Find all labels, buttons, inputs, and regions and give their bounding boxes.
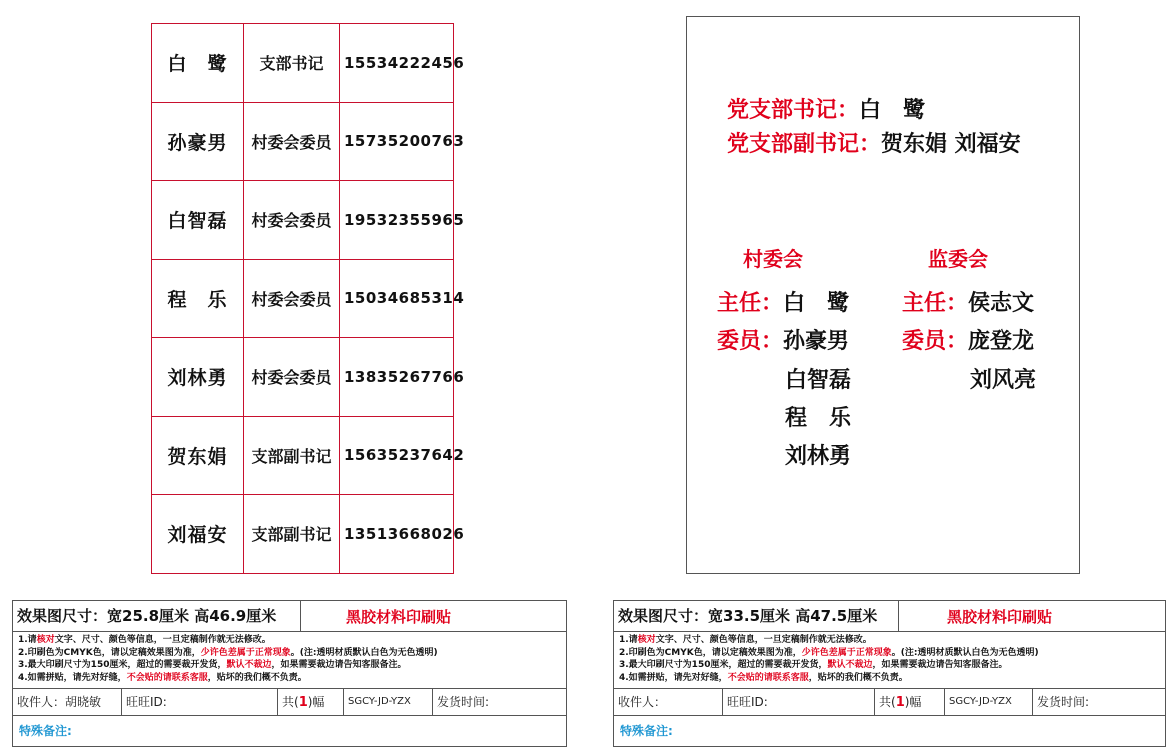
secretary-label: 党支部书记： bbox=[727, 98, 860, 123]
supervision-director-line bbox=[902, 286, 1034, 317]
village-members-line bbox=[717, 324, 849, 355]
size-label: 效果图尺寸：宽25.8厘米 高46.9厘米 bbox=[17, 607, 277, 625]
village-director-label: 主任： bbox=[717, 291, 784, 316]
table-row bbox=[152, 102, 454, 181]
member-name: 白 鹭 bbox=[152, 24, 244, 103]
wangwang-id: 旺旺ID: bbox=[722, 689, 874, 715]
secretary-line bbox=[727, 93, 925, 124]
special-remark: 特殊备注: bbox=[620, 724, 673, 738]
table-row bbox=[152, 495, 454, 574]
note-line: 2.印刷色为CMYK色，请以定稿效果图为准，少许色差属于正常现象。(注:透明材质默认白色为无色透明) bbox=[18, 647, 438, 658]
member-name: 白智磊 bbox=[152, 181, 244, 260]
member-phone: 15534222456 bbox=[340, 24, 454, 103]
deputy-label: 党支部副书记： bbox=[727, 132, 882, 157]
note-line: 1.请核对文字、尺寸、颜色等信息，一旦定稿制作就无法修改。 bbox=[619, 635, 872, 645]
print-notes bbox=[18, 634, 438, 684]
supervision-members-label: 委员： bbox=[902, 329, 969, 354]
member-phone: 15735200763 bbox=[340, 102, 454, 181]
member-role: 村委会委员 bbox=[244, 259, 340, 338]
member-name: 刘林勇 bbox=[152, 338, 244, 417]
member-phone: 19532355965 bbox=[340, 181, 454, 260]
note-line: 3.最大印刷尺寸为150厘米，超过的需要裁开发货，默认不裁边，如果需要裁边请告知客服备注。 bbox=[18, 660, 407, 670]
supervision-director-label: 主任： bbox=[902, 291, 969, 316]
deputy-line bbox=[727, 127, 1021, 158]
village-director: 白 鹭 bbox=[783, 291, 850, 316]
product-code: SGCY-JD-YZX bbox=[944, 689, 1032, 715]
member-phone: 13835267766 bbox=[340, 338, 454, 417]
supervision-members-line bbox=[902, 324, 1034, 355]
note-line: 2.印刷色为CMYK色，请以定稿效果图为准，少许色差属于正常现象。(注:透明材质默认白色为无色透明) bbox=[619, 647, 1039, 658]
note-line: 4.如需拼贴，请先对好缝，不会贴的请联系客服，贴坏的我们概不负责。 bbox=[18, 672, 307, 683]
recipient: 收件人：胡晓敏 bbox=[17, 695, 102, 709]
supervision-member: 刘风亮 bbox=[970, 368, 1037, 393]
member-name: 刘福安 bbox=[152, 495, 244, 574]
header-divider bbox=[300, 601, 301, 632]
wangwang-id: 旺旺ID: bbox=[121, 689, 277, 715]
org-board bbox=[686, 16, 1080, 574]
card-header bbox=[614, 601, 1165, 632]
table-row bbox=[152, 259, 454, 338]
village-member: 白智磊 bbox=[785, 368, 852, 393]
secretary-name: 白 鹭 bbox=[859, 98, 926, 123]
note-line: 3.最大印刷尺寸为150厘米，超过的需要裁开发货，默认不裁边，如果需要裁边请告知客服备注。 bbox=[619, 660, 1008, 670]
contact-table bbox=[151, 23, 465, 574]
card-header bbox=[13, 601, 566, 632]
member-role: 村委会委员 bbox=[244, 338, 340, 417]
member-role: 支部副书记 bbox=[244, 495, 340, 574]
ship-time: 发货时间: bbox=[1032, 689, 1167, 715]
material-label: 黑胶材料印刷贴 bbox=[947, 608, 1053, 626]
supervision-member: 庞登龙 bbox=[968, 329, 1035, 354]
member-phone: 15034685314 bbox=[340, 259, 454, 338]
village-committee-title: 村委会 bbox=[743, 247, 803, 271]
print-spec-card-2 bbox=[613, 600, 1166, 747]
member-name: 程 乐 bbox=[152, 259, 244, 338]
member-phone: 13513668026 bbox=[340, 495, 454, 574]
member-role: 村委会委员 bbox=[244, 102, 340, 181]
village-member: 孙豪男 bbox=[783, 329, 850, 354]
recipient: 收件人： bbox=[618, 695, 667, 709]
order-info-row bbox=[13, 688, 566, 716]
village-member: 程 乐 bbox=[785, 406, 852, 431]
size-label: 效果图尺寸：宽33.5厘米 高47.5厘米 bbox=[618, 607, 878, 625]
village-director-line bbox=[717, 286, 849, 317]
member-name: 孙豪男 bbox=[152, 102, 244, 181]
village-member: 刘林勇 bbox=[785, 444, 852, 469]
order-info-row bbox=[614, 688, 1165, 716]
member-role: 支部副书记 bbox=[244, 416, 340, 495]
table-row bbox=[152, 416, 454, 495]
quantity: 共(1)幅 bbox=[277, 689, 343, 715]
member-phone: 15635237642 bbox=[340, 416, 454, 495]
member-role: 村委会委员 bbox=[244, 181, 340, 260]
ship-time: 发货时间: bbox=[432, 689, 568, 715]
supervision-director: 侯志文 bbox=[968, 291, 1035, 316]
village-members-label: 委员： bbox=[717, 329, 784, 354]
special-remark: 特殊备注: bbox=[19, 724, 72, 738]
deputy-names: 贺东娟 刘福安 bbox=[881, 132, 1021, 157]
print-notes bbox=[619, 634, 1039, 684]
table-row bbox=[152, 338, 454, 417]
header-divider bbox=[898, 601, 899, 632]
member-role: 支部书记 bbox=[244, 24, 340, 103]
member-name: 贺东娟 bbox=[152, 416, 244, 495]
note-line: 1.请核对文字、尺寸、颜色等信息，一旦定稿制作就无法修改。 bbox=[18, 635, 271, 645]
supervision-committee-title: 监委会 bbox=[928, 247, 988, 271]
material-label: 黑胶材料印刷贴 bbox=[346, 608, 452, 626]
note-line: 4.如需拼贴，请先对好缝，不会贴的请联系客服，贴坏的我们概不负责。 bbox=[619, 672, 908, 683]
table-row bbox=[152, 181, 454, 260]
quantity: 共(1)幅 bbox=[874, 689, 944, 715]
print-spec-card-1 bbox=[12, 600, 567, 747]
table-row bbox=[152, 24, 454, 103]
product-code: SGCY-JD-YZX bbox=[343, 689, 432, 715]
